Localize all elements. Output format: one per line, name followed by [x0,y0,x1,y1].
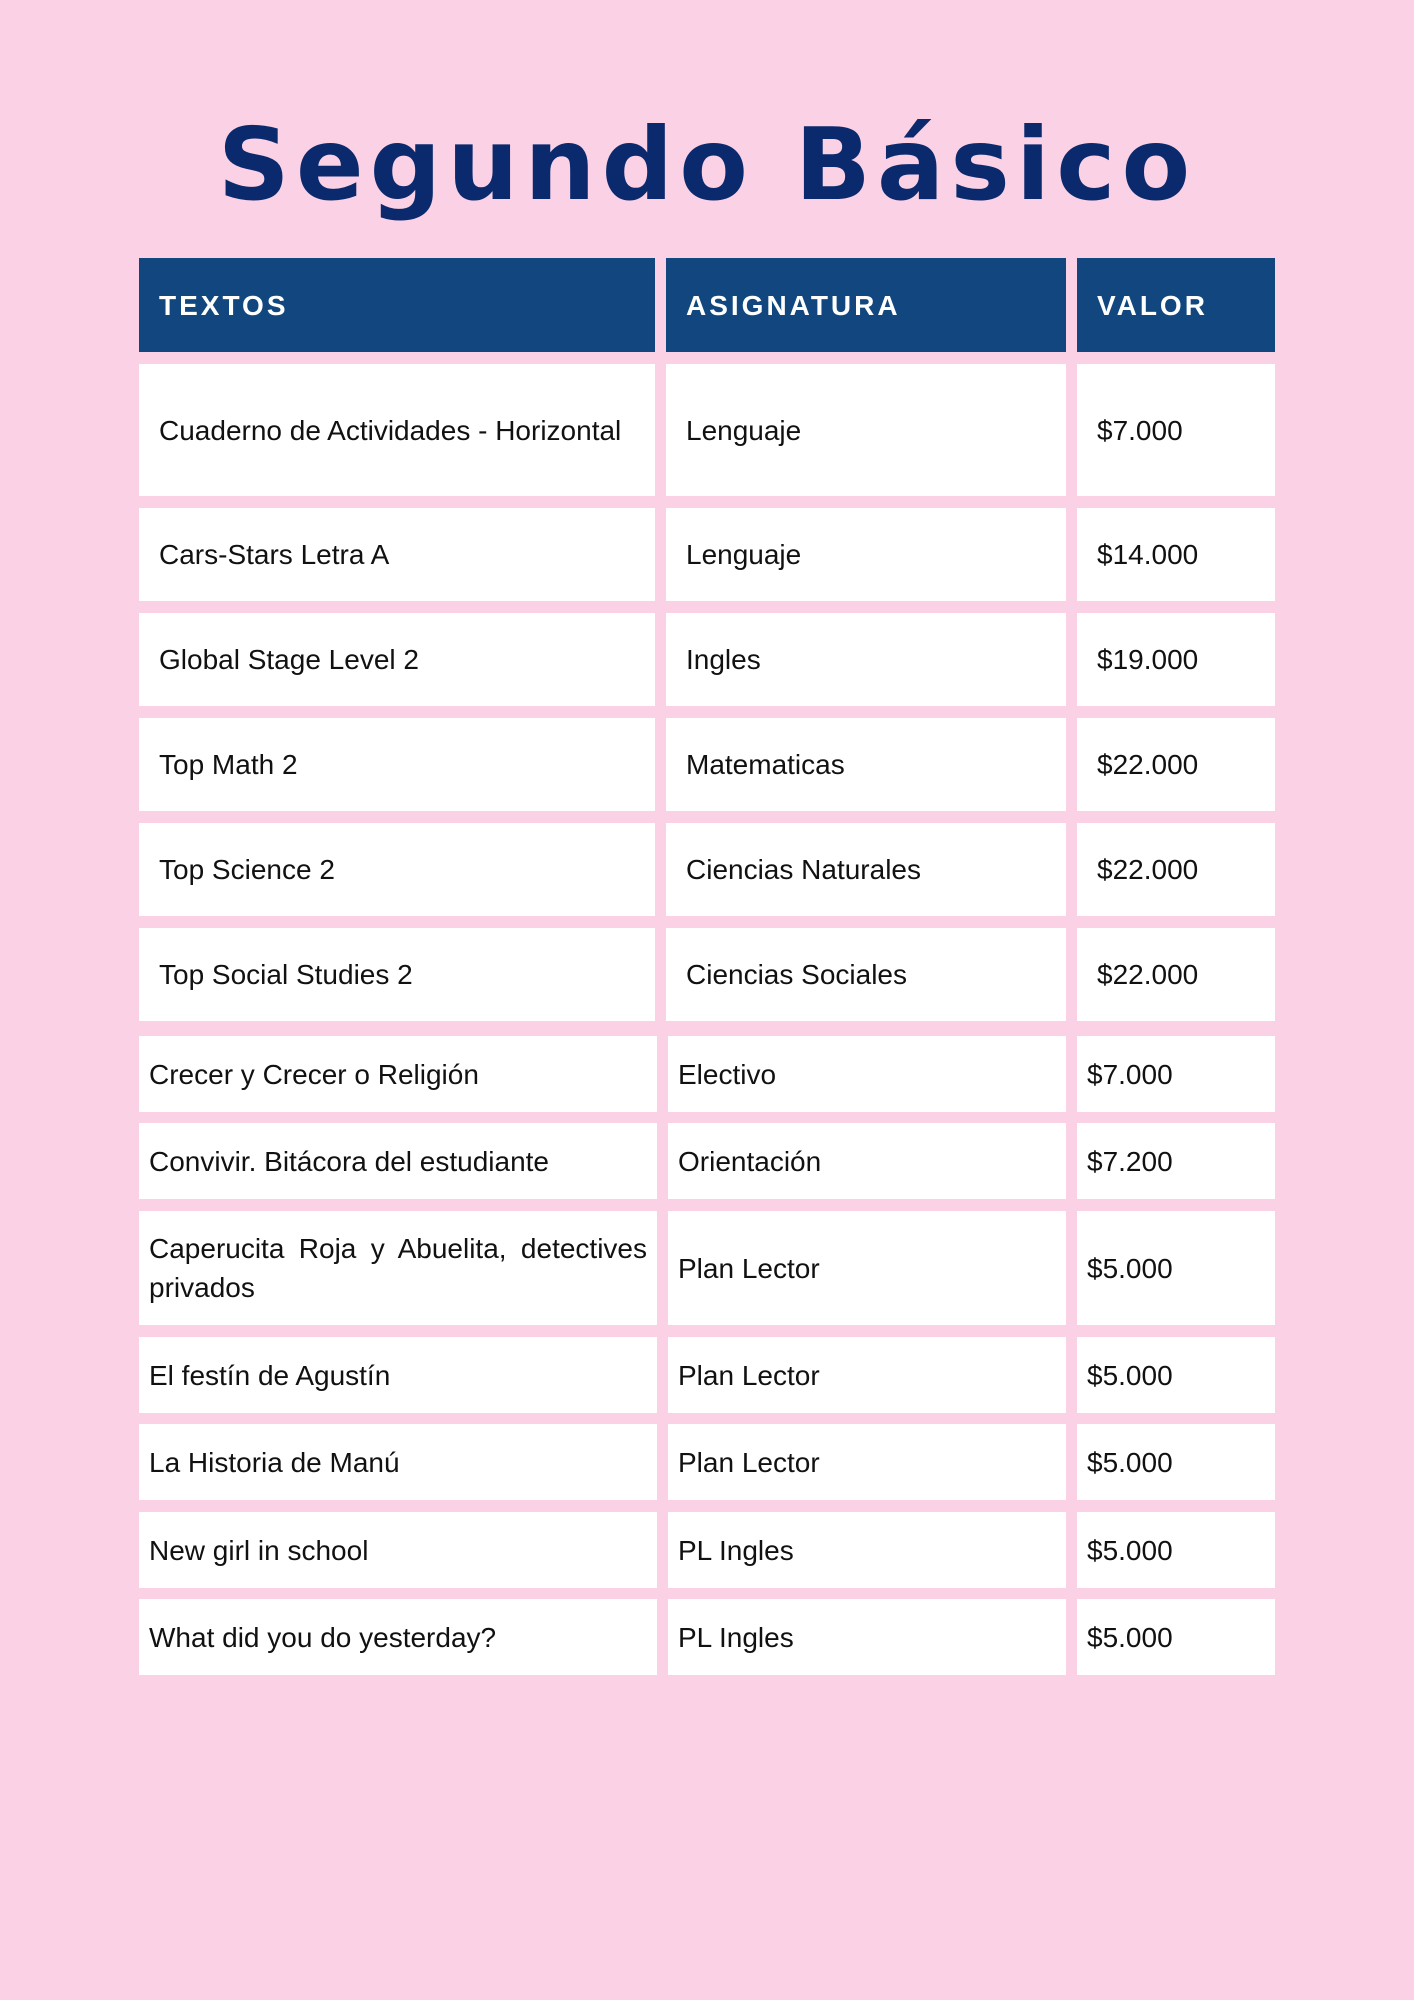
table-row-valor: $19.000 [1077,613,1275,706]
table-row-asignatura: PL Ingles [668,1599,1066,1675]
table-row-asignatura: Ciencias Sociales [666,928,1066,1021]
table-row-asignatura: Plan Lector [668,1211,1066,1325]
table-row-texto: Crecer y Crecer o Religión [139,1036,657,1112]
header-asignatura: ASIGNATURA [666,258,1066,352]
table-row-asignatura: Electivo [668,1036,1066,1112]
table-row-texto: What did you do yesterday? [139,1599,657,1675]
table-row-asignatura: Plan Lector [668,1337,1066,1413]
page-title: Segundo Básico [217,106,1197,223]
table-row-asignatura: Orientación [668,1123,1066,1199]
table-row-valor: $7.000 [1077,364,1275,496]
header-valor: VALOR [1077,258,1275,352]
table-row-valor: $5.000 [1077,1424,1275,1500]
table-row-asignatura: Ingles [666,613,1066,706]
table-row-asignatura: Lenguaje [666,508,1066,601]
cell-text: Caperucita Roja y Abuelita, detectives privados [149,1233,647,1303]
table-row-asignatura: Plan Lector [668,1424,1066,1500]
table-row-asignatura: Lenguaje [666,364,1066,496]
header-textos: TEXTOS [139,258,655,352]
table-row-texto: New girl in school [139,1512,657,1588]
table-row-asignatura: PL Ingles [668,1512,1066,1588]
table-row-valor: $22.000 [1077,928,1275,1021]
table-row-texto: Top Science 2 [139,823,655,916]
table-row-texto: La Historia de Manú [139,1424,657,1500]
table-row-valor: $7.000 [1077,1036,1275,1112]
table-row-valor: $22.000 [1077,718,1275,811]
table-row-asignatura: Ciencias Naturales [666,823,1066,916]
table-row-texto: Top Social Studies 2 [139,928,655,1021]
table-row-valor: $14.000 [1077,508,1275,601]
table-row-texto [139,364,655,496]
table-row-texto: Cars-Stars Letra A [139,508,655,601]
cell-text: Cuaderno de Actividades - Horizontal [159,414,622,446]
table-row-valor: $22.000 [1077,823,1275,916]
table-row-valor: $5.000 [1077,1337,1275,1413]
table-row-texto: Global Stage Level 2 [139,613,655,706]
table-row-texto: El festín de Agustín [139,1337,657,1413]
table-row-valor: $5.000 [1077,1211,1275,1325]
table-row-valor: $5.000 [1077,1599,1275,1675]
table-row-valor: $5.000 [1077,1512,1275,1588]
table-row-valor: $7.200 [1077,1123,1275,1199]
table-row-texto: Top Math 2 [139,718,655,811]
table-row-texto: Convivir. Bitácora del estudiante [139,1123,657,1199]
table-row-asignatura: Matematicas [666,718,1066,811]
table-row-texto [139,1211,657,1325]
